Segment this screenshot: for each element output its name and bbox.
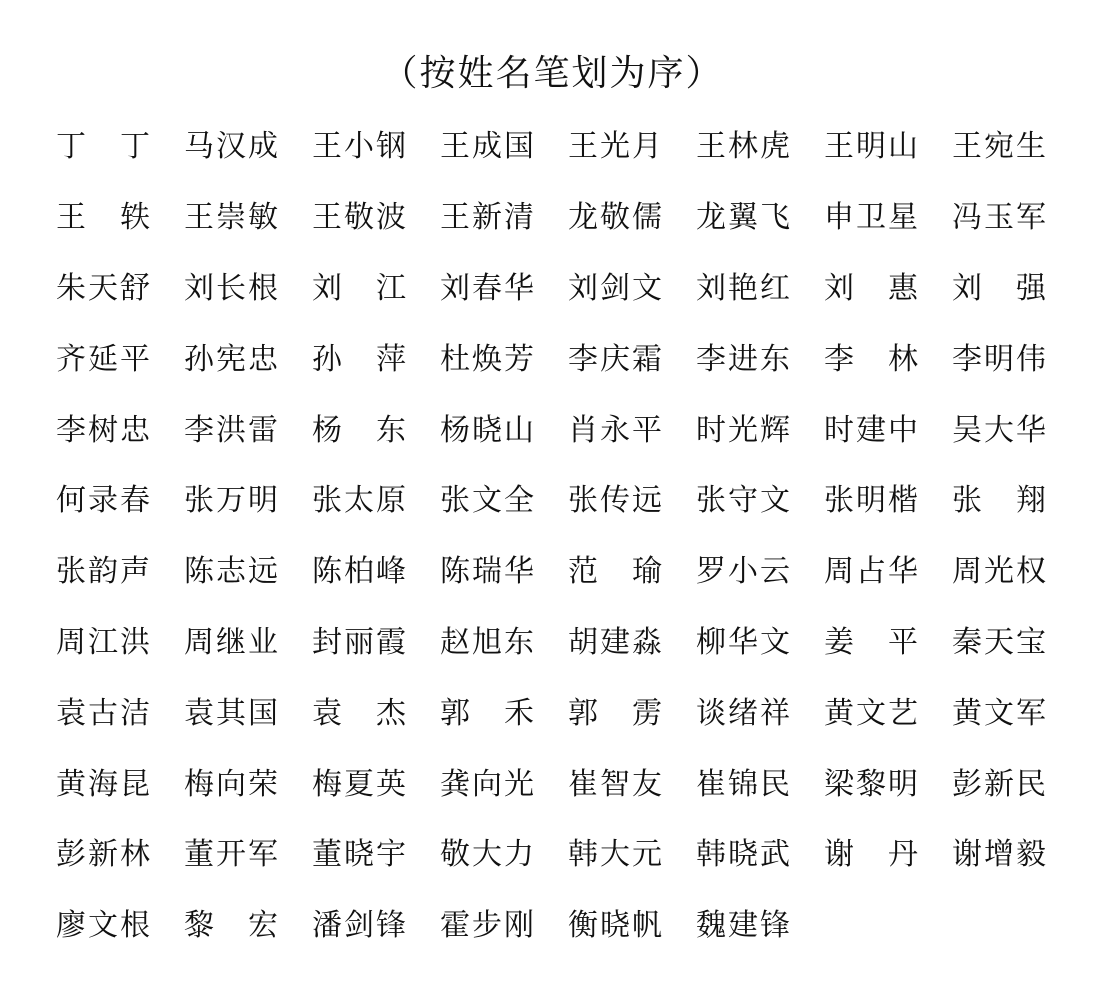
name-entry: 王 林 虎 <box>696 129 790 165</box>
name-entry: 彭 新 林 <box>56 837 150 873</box>
name-entry: 张 守 文 <box>696 483 790 519</box>
name-entry: 崔 锦 民 <box>696 766 790 802</box>
name-entry: 齐 延 平 <box>56 341 150 377</box>
name-entry: 陈 志 远 <box>184 554 278 590</box>
name-entry: 敬 大 力 <box>440 837 534 873</box>
name-entry: 李 洪 雷 <box>184 412 278 448</box>
name-entry: 韩 晓 武 <box>696 837 790 873</box>
name-entry: 周 继 业 <box>184 624 278 660</box>
name-entry: 李 进 东 <box>696 341 790 377</box>
name-entry: 黄 文 艺 <box>824 695 918 731</box>
page-title: （按姓名笔划为序） <box>381 53 724 94</box>
name-entry: 韩 大 元 <box>568 837 662 873</box>
name-entry: 李 明 伟 <box>952 341 1046 377</box>
name-entry: 孙 萍 <box>312 341 406 377</box>
name-entry: 周 江 洪 <box>56 624 150 660</box>
name-entry: 李 林 <box>824 341 918 377</box>
name-entry: 王 小 钢 <box>312 129 406 165</box>
name-entry: 何 录 春 <box>56 483 150 519</box>
name-entry: 谢 增 毅 <box>952 837 1046 873</box>
name-entry: 谢 丹 <box>824 837 918 873</box>
name-entry: 陈 柏 峰 <box>312 554 406 590</box>
name-entry: 周 光 权 <box>952 554 1046 590</box>
name-entry: 杨 晓 山 <box>440 412 534 448</box>
name-entry: 王 宛 生 <box>952 129 1046 165</box>
name-entry: 赵 旭 东 <box>440 624 534 660</box>
name-entry: 董 开 军 <box>184 837 278 873</box>
name-entry: 廖 文 根 <box>56 908 150 944</box>
name-entry: 秦 天 宝 <box>952 624 1046 660</box>
name-entry: 吴 大 华 <box>952 412 1046 448</box>
name-entry: 朱 天 舒 <box>56 270 150 306</box>
name-entry: 潘 剑 锋 <box>312 908 406 944</box>
name-entry: 黎 宏 <box>184 908 278 944</box>
name-entry: 王 崇 敏 <box>184 200 278 236</box>
name-entry: 柳 华 文 <box>696 624 790 660</box>
name-entry: 马 汉 成 <box>184 129 278 165</box>
name-entry: 刘 惠 <box>824 270 918 306</box>
name-entry: 张 文 全 <box>440 483 534 519</box>
name-entry: 龚 向 光 <box>440 766 534 802</box>
name-entry: 罗 小 云 <box>696 554 790 590</box>
name-entry: 刘 艳 红 <box>696 270 790 306</box>
name-entry: 王 明 山 <box>824 129 918 165</box>
name-entry: 周 占 华 <box>824 554 918 590</box>
name-entry: 张 太 原 <box>312 483 406 519</box>
name-entry: 龙 敬 儒 <box>568 200 662 236</box>
name-list <box>55 112 1055 962</box>
name-entry: 胡 建 淼 <box>568 624 662 660</box>
name-entry: 彭 新 民 <box>952 766 1046 802</box>
name-entry: 郭 禾 <box>440 695 534 731</box>
name-entry: 袁 其 国 <box>184 695 278 731</box>
name-entry: 张 明 楷 <box>824 483 918 519</box>
name-entry: 黄 海 昆 <box>56 766 150 802</box>
name-entry: 梅 夏 英 <box>312 766 406 802</box>
name-entry: 张 韵 声 <box>56 554 150 590</box>
name-entry: 张 传 远 <box>568 483 662 519</box>
name-entry: 崔 智 友 <box>568 766 662 802</box>
name-entry: 刘 强 <box>952 270 1046 306</box>
name-entry: 刘 春 华 <box>440 270 534 306</box>
name-entry: 王 轶 <box>56 200 150 236</box>
name-entry: 肖 永 平 <box>568 412 662 448</box>
name-entry: 霍 步 刚 <box>440 908 534 944</box>
name-entry: 李 庆 霜 <box>568 341 662 377</box>
name-entry: 李 树 忠 <box>56 412 150 448</box>
name-entry: 王 新 清 <box>440 200 534 236</box>
name-entry: 时 光 辉 <box>696 412 790 448</box>
name-entry: 梁 黎 明 <box>824 766 918 802</box>
name-entry: 袁 杰 <box>312 695 406 731</box>
name-entry: 丁 丁 <box>56 129 150 165</box>
name-entry: 陈 瑞 华 <box>440 554 534 590</box>
name-entry: 刘 剑 文 <box>568 270 662 306</box>
name-entry: 龙 翼 飞 <box>696 200 790 236</box>
name-entry: 王 光 月 <box>568 129 662 165</box>
name-entry: 谈 绪 祥 <box>696 695 790 731</box>
name-entry: 王 成 国 <box>440 129 534 165</box>
name-entry: 申 卫 星 <box>824 200 918 236</box>
name-entry: 孙 宪 忠 <box>184 341 278 377</box>
name-entry: 袁 古 洁 <box>56 695 150 731</box>
name-entry: 黄 文 军 <box>952 695 1046 731</box>
name-entry: 郭 雳 <box>568 695 662 731</box>
name-entry: 杜 焕 芳 <box>440 341 534 377</box>
name-entry: 时 建 中 <box>824 412 918 448</box>
name-entry: 张 翔 <box>952 483 1046 519</box>
name-entry: 杨 东 <box>312 412 406 448</box>
name-entry: 董 晓 宇 <box>312 837 406 873</box>
name-entry: 姜 平 <box>824 624 918 660</box>
name-entry: 衡 晓 帆 <box>568 908 662 944</box>
name-entry: 张 万 明 <box>184 483 278 519</box>
name-entry: 范 瑜 <box>568 554 662 590</box>
name-entry: 魏 建 锋 <box>696 908 790 944</box>
name-entry: 刘 长 根 <box>184 270 278 306</box>
name-entry: 刘 江 <box>312 270 406 306</box>
name-entry: 封 丽 霞 <box>312 624 406 660</box>
name-entry: 梅 向 荣 <box>184 766 278 802</box>
name-entry: 王 敬 波 <box>312 200 406 236</box>
name-entry: 冯 玉 军 <box>952 200 1046 236</box>
